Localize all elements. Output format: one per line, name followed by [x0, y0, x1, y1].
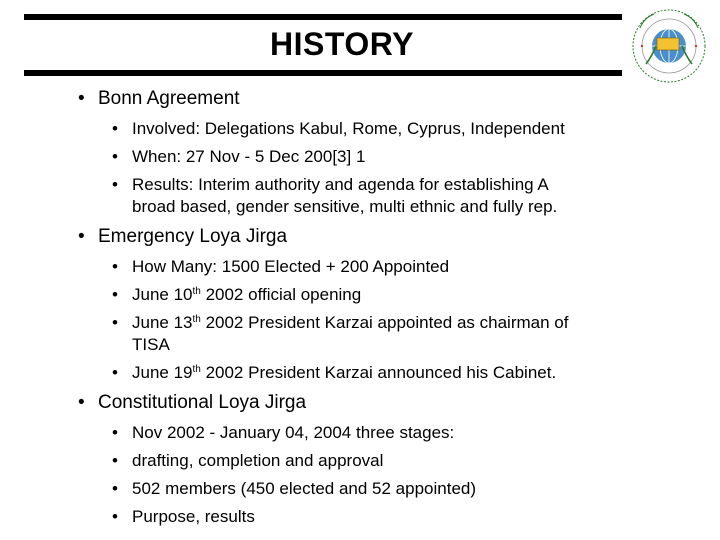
logo-emblem [657, 38, 679, 50]
section-heading-emergency: • Emergency Loya Jirga [78, 226, 288, 247]
list-item: • June 19th 2002 President Karzai announced his Cabinet. [112, 363, 557, 382]
section-heading-bonn: • Bonn Agreement [78, 88, 240, 109]
title-bottom-rule [24, 70, 622, 76]
list-item: • How Many: 1500 Elected + 200 Appointed [112, 257, 450, 276]
section-heading-text: Bonn Agreement [98, 88, 240, 109]
list-item: • Nov 2002 - January 04, 2004 three stages: [112, 423, 455, 442]
title-top-rule [24, 14, 622, 20]
section-heading-text: Emergency Loya Jirga [98, 226, 288, 247]
emblem-logo-icon [626, 6, 712, 86]
list-item: • June 13th 2002 President Karzai appointed as chairman of TISA [112, 313, 569, 354]
list-item: • Results: Interim authority and agenda for establishing A broad based, gender sensitive, multi ethnic and fully rep. [112, 175, 558, 216]
list-item: • 502 members (450 elected and 52 appointed) [112, 479, 477, 498]
list-item: • June 10th 2002 official opening [112, 285, 362, 304]
section-heading-constitutional: • Constitutional Loya Jirga [78, 392, 307, 413]
list-item: • Involved: Delegations Kabul, Rome, Cyprus, Independent [112, 119, 565, 138]
slide-title: HISTORY [270, 26, 414, 62]
list-item: • When: 27 Nov - 5 Dec 200[3] 1 [112, 147, 366, 166]
list-item: • drafting, completion and approval [112, 451, 384, 470]
section-heading-text: Constitutional Loya Jirga [98, 392, 307, 413]
list-item: • Purpose, results [112, 507, 255, 526]
